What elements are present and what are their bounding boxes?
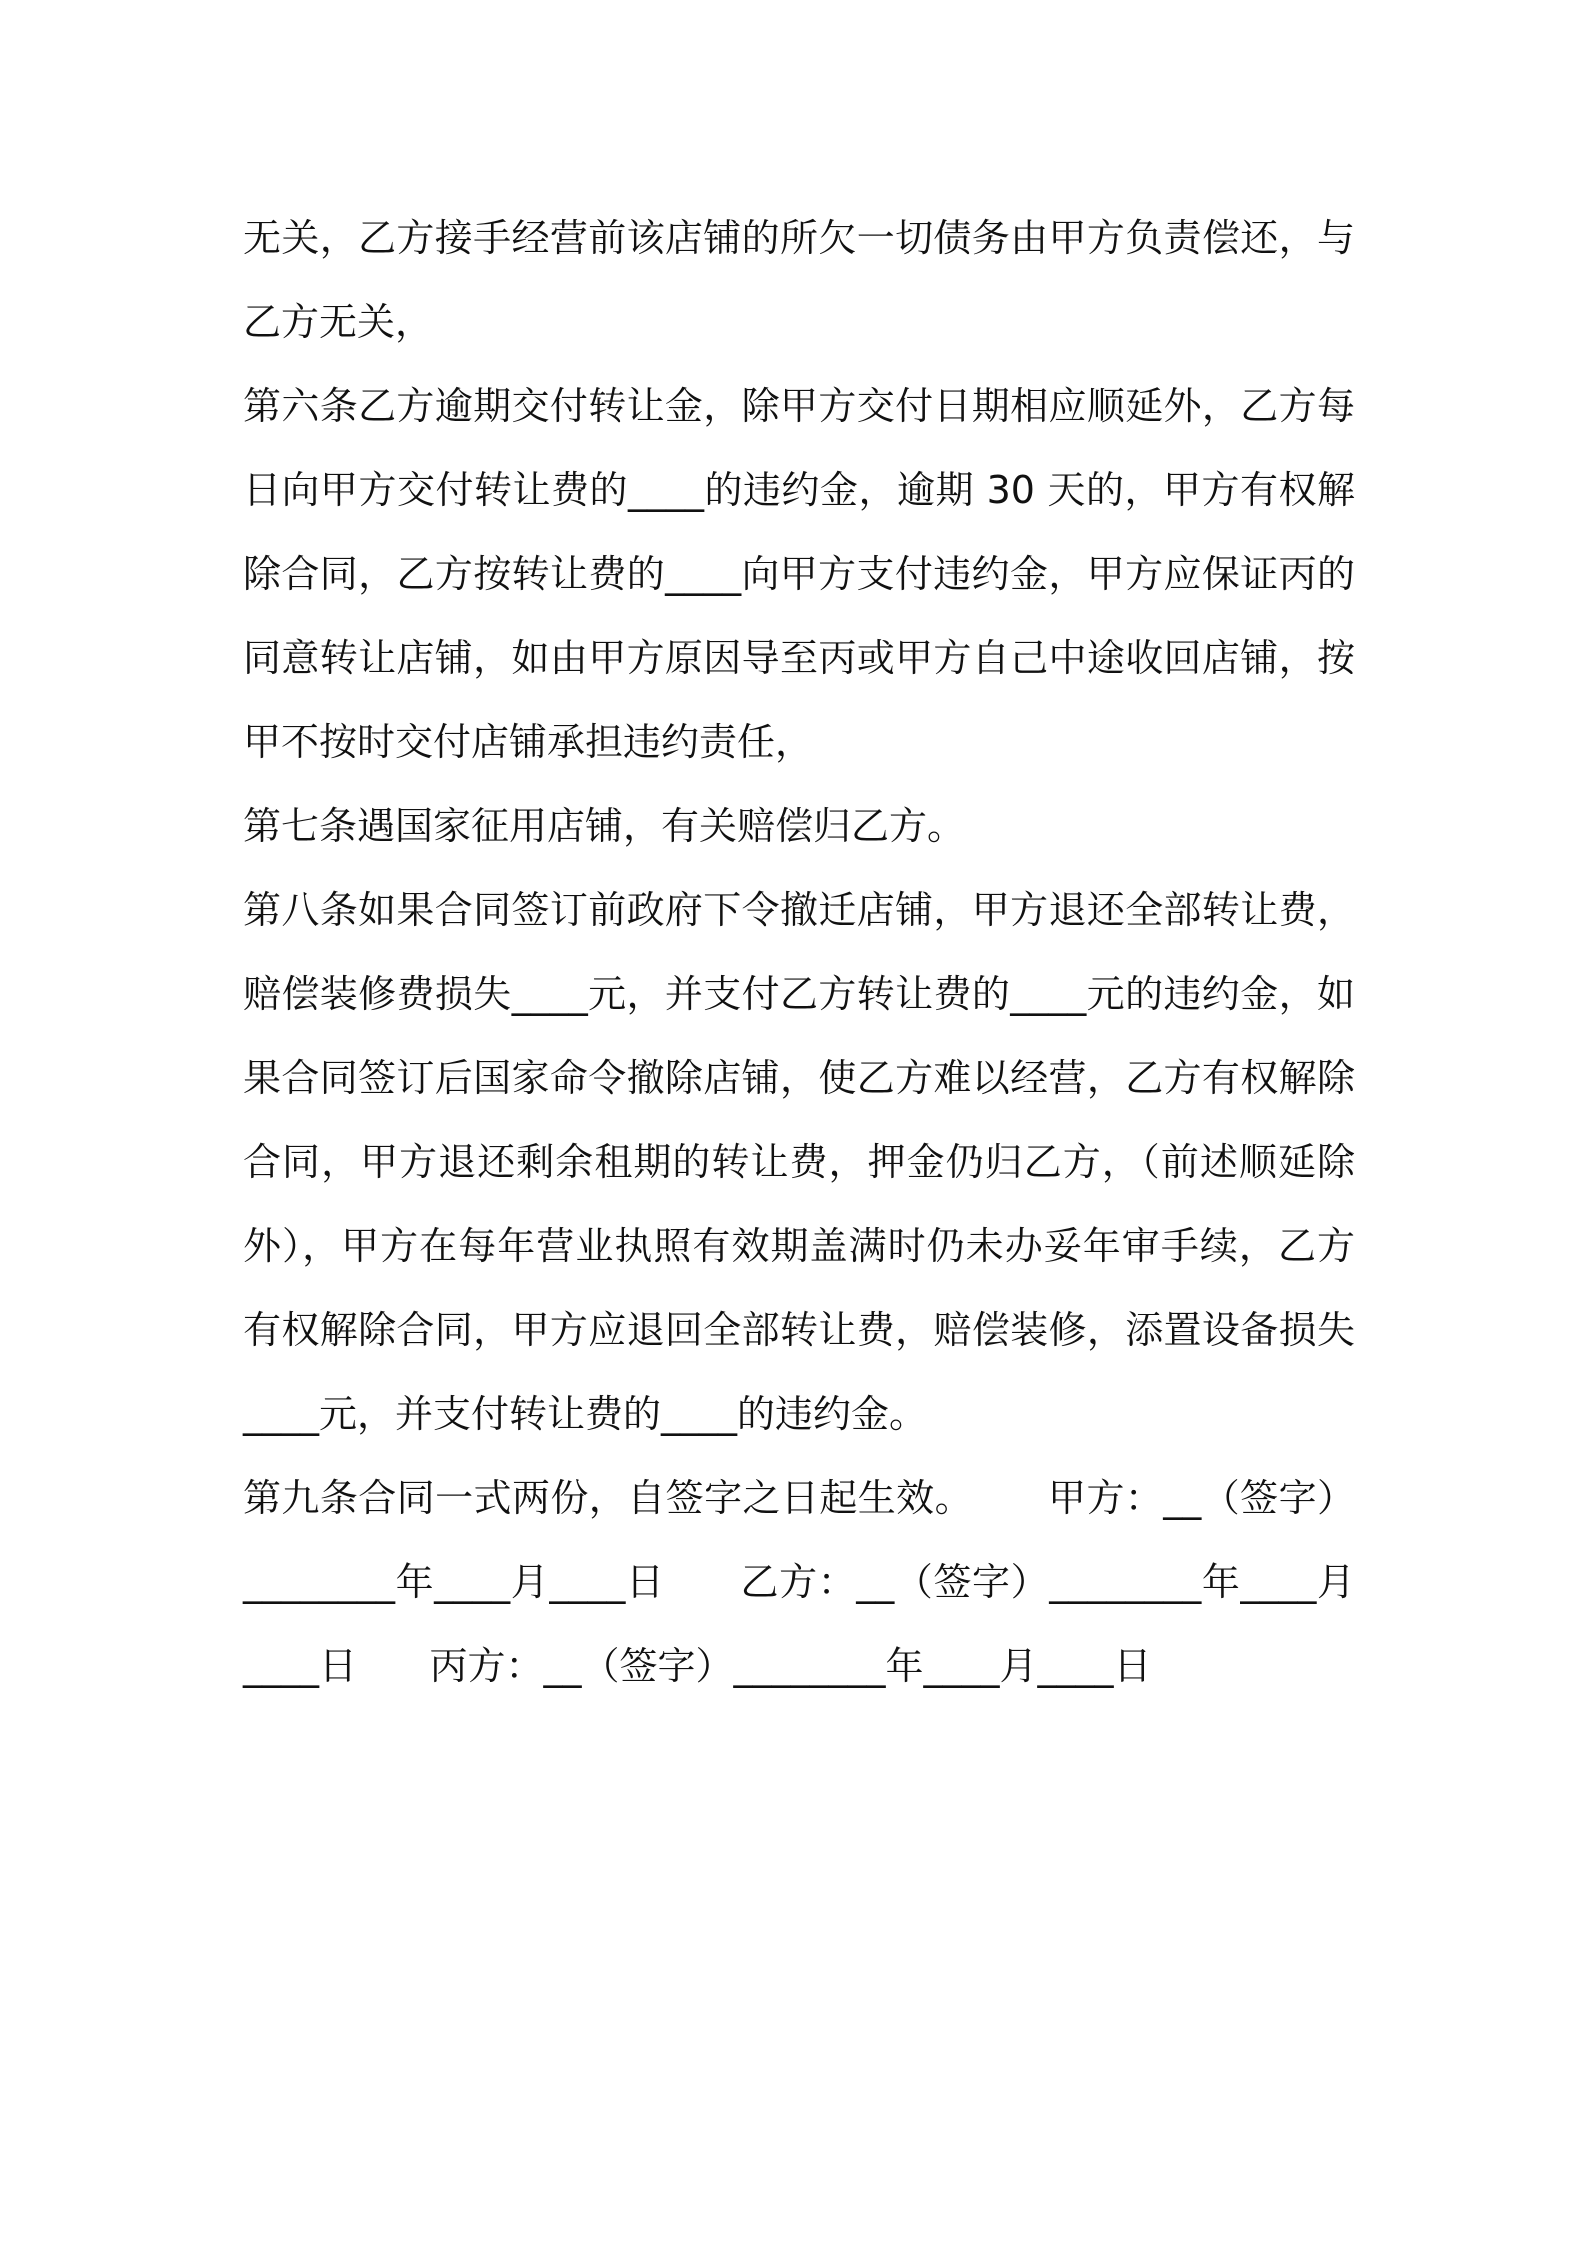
paragraph-debt-clause: 无关，乙方接手经营前该店铺的所欠一切债务由甲方负责偿还，与乙方无关， <box>243 216 1355 344</box>
paragraph-article-6: 第六条乙方逾期交付转让金，除甲方交付日期相应顺延外，乙方每日向甲方交付转让费的____的违约金，逾期 30 天的，甲方有权解除合同，乙方按转让费的____向甲方支付违约金，甲方应保证丙的同意转让店铺，如由甲方原因导至丙或甲方自己中途收回店铺，按甲不按时交付店铺承担违约责任， <box>243 384 1355 764</box>
contract-body <box>243 196 1355 1708</box>
paragraph-article-9-signatures: 第九条合同一式两份，自签字之日起生效。 甲方：__（签字）________年____月____日 乙方：__（签字）________年____月____日 丙方：__（签字）________年____月____日 <box>243 1476 1355 1688</box>
paragraph-article-8: 第八条如果合同签订前政府下令撤迁店铺，甲方退还全部转让费，赔偿装修费损失____元，并支付乙方转让费的____元的违约金，如果合同签订后国家命令撤除店铺，使乙方难以经营，乙方有权解除合同，甲方退还剩余租期的转让费，押金仍归乙方，（前述顺延除外），甲方在每年营业执照有效期盖满时仍未办妥年审手续，乙方有权解除合同，甲方应退回全部转让费，赔偿装修，添置设备损失____元，并支付转让费的____的违约金。 <box>243 888 1355 1436</box>
paragraph-article-7: 第七条遇国家征用店铺，有关赔偿归乙方。 <box>243 804 966 848</box>
